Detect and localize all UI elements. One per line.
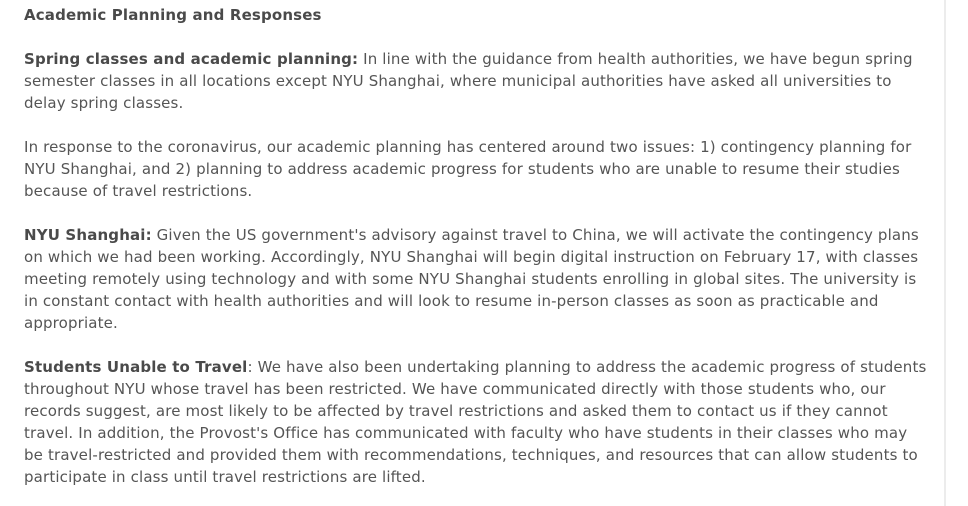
paragraph-text: Given the US government's advisory against travel to China, we will activate the contingency plans on which we had been working. Accordingly, NYU Shanghai will begin digital instruction on February 17, with classes meeting remotely using technology and with some NYU Shanghai students enrolling in global sites. The university is in constant contact with health authorities and will look to resume in-person classes as soon as practicable and appropriate.	[24, 226, 919, 332]
page-edge-divider	[944, 0, 946, 506]
paragraph-text: : We have also been undertaking planning to address the academic progress of students throughout NYU whose travel has been restricted. We have communicated directly with those students who, our records suggest, are most likely to be affected by travel restrictions and asked them to contact us if they cannot travel. In addition, the Provost's Office has communicated with faculty who have students in their classes who may be travel-restricted and provided them with recommendations, techniques, and resources that can allow students to participate in class until travel restrictions are lifted.	[24, 358, 927, 486]
section-heading: Academic Planning and Responses	[24, 6, 322, 24]
paragraph-lead: Students Unable to Travel	[24, 358, 248, 376]
document-body	[24, 4, 930, 506]
paragraph-coronavirus-response	[24, 136, 930, 202]
paragraph-nyu-shanghai	[24, 224, 930, 334]
paragraph-students-unable-to-travel	[24, 356, 930, 488]
paragraph-lead: Spring classes and academic planning:	[24, 50, 359, 68]
paragraph-spring-classes	[24, 48, 930, 114]
paragraph-lead: NYU Shanghai:	[24, 226, 152, 244]
paragraph-text: In response to the coronavirus, our academic planning has centered around two issues: 1) contingency planning for NYU Shanghai, and 2) planning to address academic progress for students who are unable to resume their studies because of travel restrictions.	[24, 138, 912, 200]
paragraph-text: In line with the guidance from health authorities, we have begun spring semester classes in all locations except NYU Shanghai, where municipal authorities have asked all universities to delay spring classes.	[24, 50, 913, 112]
